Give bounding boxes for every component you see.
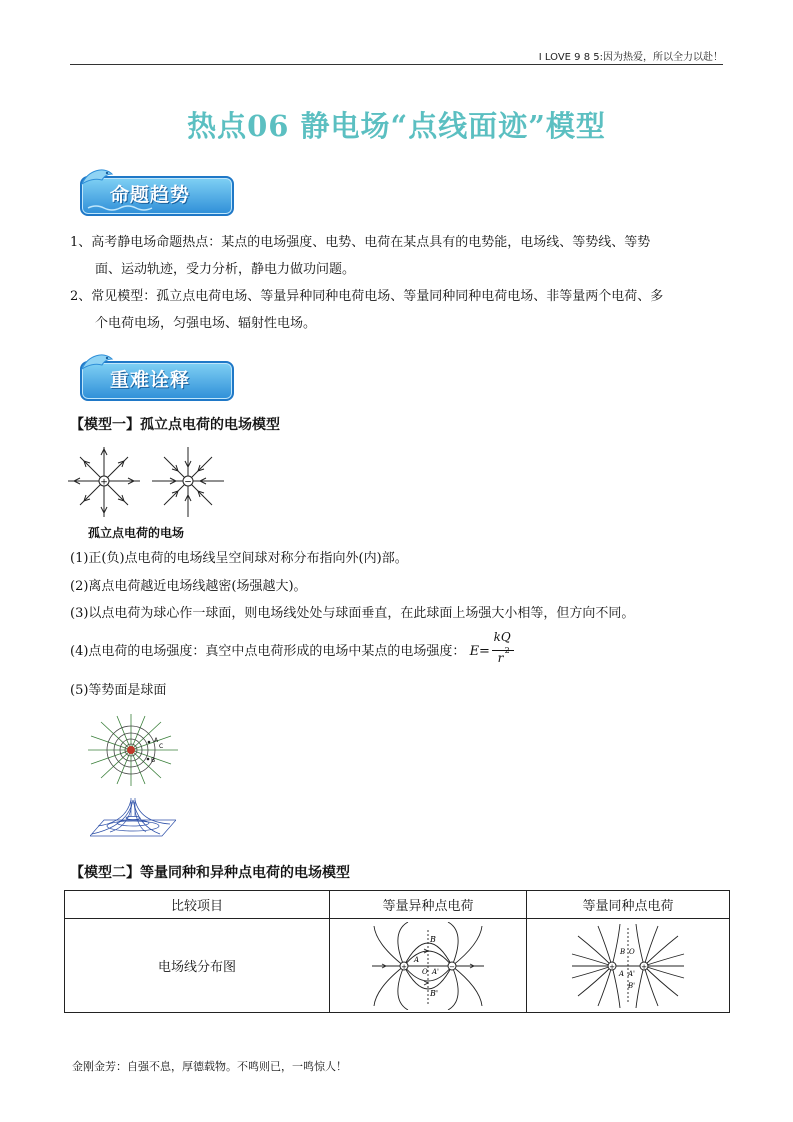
formula-lhs: E= [469,643,490,659]
label-a: A [414,955,420,964]
point-charge-field-diagram [68,445,228,521]
model1-point-1: (1)正(负)点电荷的电场线呈空间球对称分布指向外(内)部。 [70,551,408,566]
label-b: B [620,947,626,956]
model1-point-4 [70,629,526,665]
label-o: O [422,967,428,976]
minus-sign: − [449,962,455,971]
trend-item-2-num: 2、 [70,289,92,304]
model1-caption: 孤立点电荷的电场 [88,526,185,540]
table-header-cell: 等量异种点电荷 [330,891,527,919]
trend-item-1-line2: 面、运动轨迹，受力分析，静电力做功问题。 [95,262,356,277]
trend-item-2-line2: 个电荷电场，匀强电场、辐射性电场。 [95,316,317,331]
model1-point-2: (2)离点电荷越近电场线越密(场强越大)。 [70,579,307,594]
header-slogan: I LOVE 9 8 5:因为热爱，所以全力以赴！ [538,52,723,63]
trend-banner-label: 命题趋势 [110,184,191,206]
model1-point-4-text: (4)点电荷的电场强度：真空中点电荷形成的电场中某点的电场强度： [70,644,466,659]
formula-numerator: kQ [493,629,511,644]
label-b: B [430,934,436,944]
minus-sign: − [184,477,192,488]
opposite-charges-field-diagram [368,922,488,1010]
model2-heading: 【模型二】等量同种和异种点电荷的电场模型 [70,865,350,881]
label-a: A [154,737,159,744]
difficulty-banner-label: 重难诠释 [110,369,191,391]
table-row-label: 电场线分布图 [65,919,330,1013]
model1-point-3: (3)以点电荷为球心作一球面，则电场线处处与球面垂直，在此球面上场强大小相等，但方向不同。 [70,606,635,621]
label-a-prime: A' [628,969,635,978]
plus-sign: + [100,477,108,488]
label-a-prime: A' [432,967,439,976]
plus-sign: + [401,962,407,971]
label-b: B [151,757,156,764]
field-formula [469,629,526,665]
label-a: A [619,969,625,978]
footer-motto: 金刚金芳：自强不息，厚德载物。不鸣则已，一鸣惊人！ [72,1060,347,1073]
model1-point-5: (5)等势面是球面 [70,683,167,698]
trend-item-2 [70,283,730,337]
label-o: O [629,947,635,956]
potential-funnel-diagram [90,796,176,840]
charge-comparison-table [64,890,730,1013]
formula-exponent: 2 [504,645,510,655]
table-row [65,919,730,1013]
like-charges-field-diagram [568,922,688,1010]
like-charges-cell [527,919,730,1013]
table-header-cell: 比较项目 [65,891,330,919]
trend-banner [78,164,233,216]
trend-item-1 [70,229,730,283]
header-divider [70,64,723,65]
label-b-prime: B' [430,988,439,998]
page-title: 热点06 静电场“点线面迹”模型 [187,109,606,143]
opposite-charges-cell [330,919,527,1013]
plus-sign: + [641,962,647,971]
trend-item-1-num: 1、 [70,235,92,250]
formula-denominator: r [497,650,504,665]
table-header-cell: 等量同种点电荷 [527,891,730,919]
plus-sign: + [609,962,615,971]
trend-item-2-line1: 常见模型：孤立点电荷电场、等量异种同种电荷电场、等量同种同种电荷电场、非等量两个电荷、多 [91,289,664,304]
difficulty-banner [78,349,233,401]
trend-item-1-line1: 高考静电场命题热点：某点的电场强度、电势、电荷在某点具有的电势能，电场线、等势线、等势 [91,235,651,250]
table-header-row [65,891,730,919]
label-c: C [159,743,164,750]
label-b-prime: B' [628,981,636,990]
equipotential-surface-diagram [88,714,184,786]
model1-heading: 【模型一】孤立点电荷的电场模型 [70,417,280,433]
